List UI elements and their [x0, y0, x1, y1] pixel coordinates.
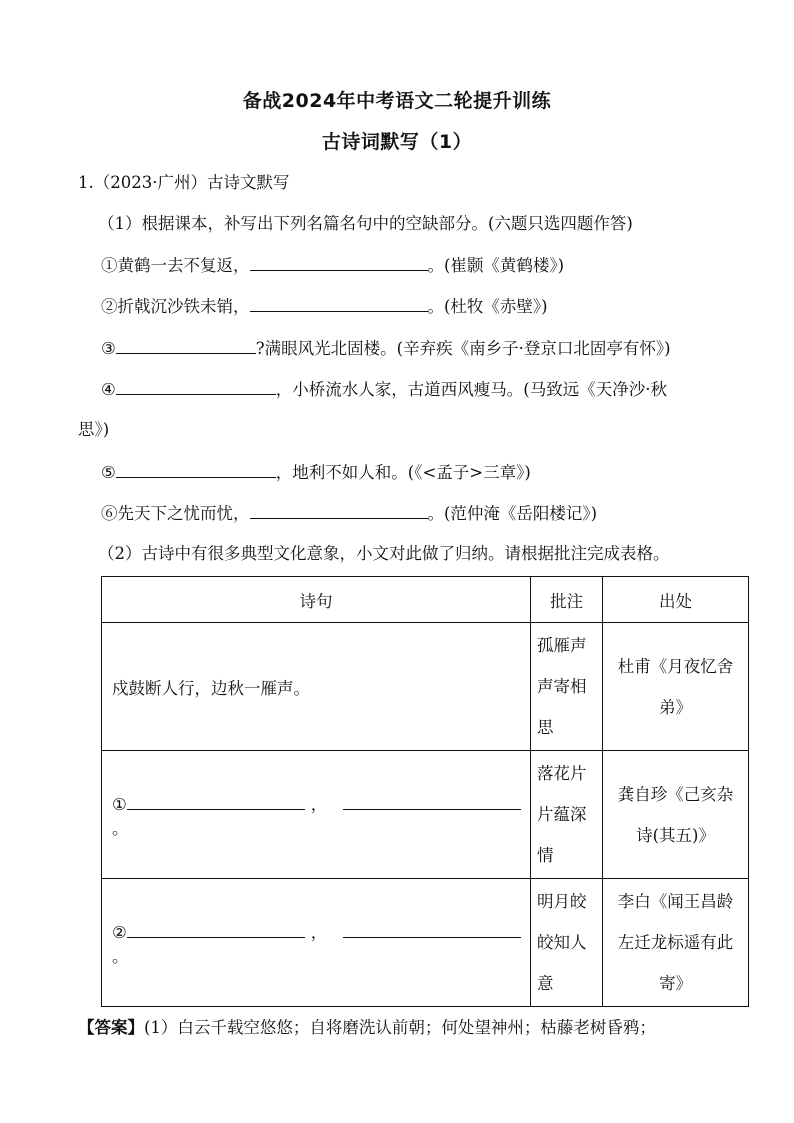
- note-cell: [531, 623, 603, 751]
- header-note: 批注: [531, 577, 603, 623]
- note-line: 情: [537, 846, 554, 865]
- source-line: 弟》: [659, 697, 693, 717]
- part1-instruction: （1）根据课本，补写出下列名篇名句中的空缺部分。(六题只选四题作答): [98, 214, 633, 233]
- item-text-after: ?满眼风光北固楼。(辛弃疾《南乡子·登京口北固亭有怀》): [255, 339, 671, 358]
- fill-item: [101, 254, 564, 277]
- note-line: 片蕴深: [537, 805, 587, 824]
- poem-cell: [102, 879, 531, 1007]
- fill-item-wrap: 思》): [78, 420, 110, 439]
- table-row: [102, 751, 749, 879]
- item-marker: ①: [101, 256, 118, 275]
- answer-line: [78, 1017, 656, 1039]
- note-cell: [531, 751, 603, 879]
- note-line: 皎知人: [537, 933, 587, 952]
- question-topic: 古诗文默写: [207, 173, 290, 192]
- document-title: 备战2024年中考语文二轮提升训练: [242, 90, 552, 112]
- item-text-after: 。(崔颢《黄鹤楼》): [427, 256, 565, 275]
- poem-cell: [102, 751, 531, 879]
- row-end: 。: [112, 818, 129, 838]
- fill-item: [101, 461, 531, 484]
- document-subtitle: 古诗词默写（1）: [321, 131, 473, 153]
- answer-blank[interactable]: [127, 921, 305, 938]
- note-line: 意: [537, 974, 554, 993]
- note-line: 落花片: [537, 764, 587, 783]
- answer-blank[interactable]: [116, 378, 276, 395]
- row-marker: ①: [112, 794, 127, 814]
- item-text-after: ，地利不如人和。(《<孟子>三章》): [275, 463, 531, 482]
- answer-tag: 【答案】: [78, 1018, 144, 1037]
- row-end: 。: [112, 946, 129, 966]
- answer-blank[interactable]: [250, 254, 428, 271]
- table-row: [102, 879, 749, 1007]
- answer-blank[interactable]: [250, 502, 428, 519]
- fill-item: [101, 502, 597, 525]
- header-poem: 诗句: [102, 577, 531, 623]
- note-line: 孤雁声: [537, 636, 587, 655]
- source-line: 李白《闻王昌龄: [617, 892, 734, 911]
- source-cell: [603, 623, 749, 751]
- item-text-before: 先天下之忧而忧，: [117, 504, 250, 523]
- source-cell: [603, 751, 749, 879]
- note-line: 声寄相: [537, 677, 587, 696]
- item-marker: ③: [101, 339, 116, 358]
- item-marker: ④: [101, 380, 116, 399]
- item-text-after: 。(杜牧《赤壁》): [427, 297, 548, 316]
- part2-instruction: （2）古诗中有很多典型文化意象，小文对此做了归纳。请根据批注完成表格。: [98, 544, 670, 563]
- question-number: 1.: [78, 173, 94, 192]
- question-heading: [78, 172, 290, 194]
- source-line: 诗(其五)》: [636, 825, 715, 845]
- row-marker: ②: [112, 922, 127, 942]
- poem-table: [101, 576, 749, 1007]
- source-cell: [603, 879, 749, 1007]
- fill-item: [101, 337, 671, 360]
- note-line: 思: [537, 718, 554, 737]
- source-line: 左迁龙标遥有此: [617, 933, 734, 952]
- item-marker: ②: [101, 297, 118, 316]
- answer-blank[interactable]: [127, 793, 305, 810]
- answer-text: (1）白云千载空悠悠；自将磨洗认前朝；何处望神州；枯藤老树昏鸦；: [144, 1018, 656, 1037]
- table-row: [102, 623, 749, 751]
- item-text-before: 黄鹤一去不复返，: [117, 256, 250, 275]
- table-header-row: [102, 577, 749, 623]
- item-marker: ⑥: [101, 504, 118, 523]
- fill-item: [101, 378, 667, 401]
- note-cell: [531, 879, 603, 1007]
- answer-blank[interactable]: [250, 295, 428, 312]
- source-line: 寄》: [659, 974, 693, 993]
- fill-item: [101, 295, 548, 318]
- row-separator: ，: [310, 794, 328, 814]
- poem-cell: 戍鼓断人行，边秋一雁声。: [102, 623, 531, 751]
- source-line: 龚自珍《己亥杂: [617, 784, 734, 804]
- answer-blank[interactable]: [343, 921, 521, 938]
- note-line: 明月皎: [537, 892, 587, 911]
- answer-blank[interactable]: [116, 337, 256, 354]
- item-text-before: 折戟沉沙铁未销，: [117, 297, 250, 316]
- source-line: 杜甫《月夜忆舍: [617, 656, 734, 676]
- item-text-after: 。(范仲淹《岳阳楼记》): [427, 504, 598, 523]
- answer-blank[interactable]: [343, 793, 521, 810]
- item-text-after: ，小桥流水人家，古道西风瘦马。(马致远《天净沙·秋: [275, 380, 667, 399]
- row-separator: ，: [310, 922, 328, 942]
- question-source: （2023·广州）: [93, 173, 207, 192]
- answer-blank[interactable]: [116, 461, 276, 478]
- item-marker: ⑤: [101, 463, 116, 482]
- header-source: 出处: [603, 577, 749, 623]
